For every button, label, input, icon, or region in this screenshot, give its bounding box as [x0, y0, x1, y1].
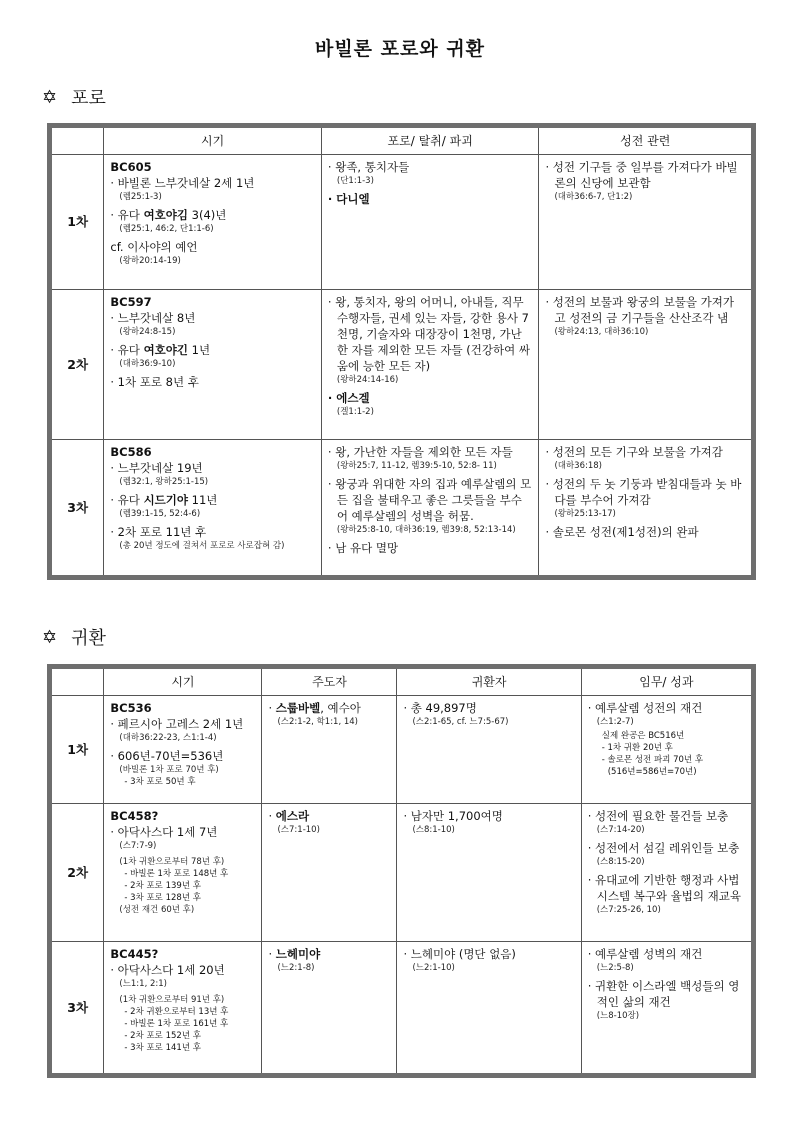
reference: - 3차 포로 141년 후 — [124, 1043, 201, 1053]
reference: (대하36:22-23, 스1:1-4) — [119, 733, 217, 743]
leader-name: 느헤미야 — [275, 947, 321, 961]
temple-line: · 솔로몬 성전(제1성전)의 완파 — [545, 525, 699, 539]
captives-cell — [321, 440, 539, 578]
reference: (왕하25:7, 11-12, 렘39:5-10, 52:8- 11) — [336, 461, 497, 471]
period-line: · 유다 여호야김 3(4)년 — [110, 208, 227, 222]
reference: (대하36:18) — [554, 461, 602, 471]
bc-year: BC586 — [110, 445, 152, 459]
reference: (스2:1-65, cf. 느7:5-67) — [412, 717, 509, 727]
period-cell — [104, 942, 262, 1076]
period-line: · 유다 시드기야 11년 — [110, 493, 218, 507]
mission-line: · 예루살렘 성전의 재건 — [587, 701, 703, 715]
bc-year: BC458? — [110, 809, 159, 823]
leader-name: 에스라 — [275, 809, 310, 823]
row-number: 3차 — [50, 942, 104, 1076]
reference: (대하36:9-10) — [119, 359, 176, 369]
period-line: · 아닥사스다 1세 7년 — [110, 825, 218, 839]
header-period: 시기 — [104, 126, 322, 155]
reference: (느2:5-8) — [596, 963, 634, 973]
captives-line: · 왕궁과 위대한 자의 집과 예루살렘의 모든 집을 불태우고 좋은 그릇들을 부수어 예루살렘의 성벽을 허뭄. — [327, 477, 532, 523]
row-number: 1차 — [50, 155, 104, 290]
reference: (렘32:1, 왕하25:1-15) — [119, 477, 209, 487]
temple-cell — [539, 440, 754, 578]
captives-cell — [321, 155, 539, 290]
table-row — [50, 696, 754, 804]
returnees-line: · 총 49,897명 — [403, 701, 477, 715]
star-of-david-icon: ✡ — [42, 626, 58, 648]
table-row — [50, 804, 754, 942]
captives-line: · 왕족, 통치자들 — [327, 160, 410, 174]
reference: (렘25:1, 46:2, 단1:1-6) — [119, 224, 214, 234]
reference: (느2:1-10) — [412, 963, 455, 973]
return-table — [47, 664, 756, 1078]
reference: (겔1:1-2) — [336, 407, 374, 417]
reference: (스2:1-2, 학1:1, 14) — [277, 717, 358, 727]
reference: (스8:1-10) — [412, 825, 455, 835]
header-returnees: 귀환자 — [397, 667, 581, 696]
leader-line: · 스룹바벨, 예수아 — [268, 701, 361, 715]
row-number: 2차 — [50, 290, 104, 440]
reference: (516년=586년=70년) — [607, 767, 697, 777]
reference: (렘25:1-3) — [119, 192, 162, 202]
reference: - 2차 포로 152년 후 — [124, 1031, 201, 1041]
temple-line: · 성전의 보물과 왕궁의 보물을 가져가고 성전의 금 기구들을 산산조각 냄 — [545, 295, 735, 325]
period-cell — [104, 804, 262, 942]
table-row — [50, 942, 754, 1076]
row-number: 3차 — [50, 440, 104, 578]
bc-year: BC536 — [110, 701, 152, 715]
section-title: 귀환 — [71, 628, 106, 649]
header-captives: 포로/ 탈취/ 파괴 — [321, 126, 539, 155]
reference: (느1:1, 2:1) — [119, 979, 167, 989]
leader-cell — [262, 804, 397, 942]
mission-line: · 예루살렘 성벽의 재건 — [587, 947, 703, 961]
reference: - 바빌론 1차 포로 148년 후 — [124, 869, 229, 879]
reference: - 바빌론 1차 포로 161년 후 — [124, 1019, 229, 1029]
reference: - 1차 귀환 20년 후 — [601, 743, 673, 753]
mission-line: · 귀환한 이스라엘 백성들의 영적인 삶의 재건 — [587, 979, 740, 1009]
returnees-cell — [397, 942, 581, 1076]
bc-year: BC445? — [110, 947, 159, 961]
leader-cell — [262, 942, 397, 1076]
period-cell — [104, 155, 322, 290]
period-line: · 바빌론 느부갓네살 2세 1년 — [110, 176, 255, 190]
mission-cell — [581, 804, 753, 942]
row-number: 2차 — [50, 804, 104, 942]
captives-line: · 왕, 통치자, 왕의 어머니, 아내들, 직무수행자들, 권세 있는 자들, 강한 용사 7천명, 기술자와 대장장이 1천명, 가난한 자를 제외한 모든 자들 (건강하여 싸움에 능한 모든 자) — [327, 295, 530, 373]
table-row — [50, 440, 754, 578]
section-heading-return — [42, 624, 106, 650]
reference: (스7:1-10) — [277, 825, 320, 835]
mission-cell — [581, 942, 753, 1076]
reference: (스7:7-9) — [119, 841, 157, 851]
period-line: · 느부갓네살 8년 — [110, 311, 196, 325]
period-line: · 페르시아 고레스 2세 1년 — [110, 717, 244, 731]
temple-cell — [539, 290, 754, 440]
reference: (왕하24:13, 대하36:10) — [554, 327, 649, 337]
reference: - 3차 포로 50년 후 — [124, 777, 196, 787]
reference: (왕하24:14-16) — [336, 375, 399, 385]
period-line: · 느부갓네살 19년 — [110, 461, 203, 475]
leader-line: · 느헤미야 — [268, 947, 321, 961]
reference: (렘39:1-15, 52:4-6) — [119, 509, 201, 519]
header-mission: 임무/ 성과 — [581, 667, 753, 696]
section-heading-captivity — [42, 84, 106, 110]
header-empty — [50, 126, 104, 155]
mission-cell — [581, 696, 753, 804]
captives-cell — [321, 290, 539, 440]
returnees-line: · 남자만 1,700여명 — [403, 809, 503, 823]
period-cell — [104, 696, 262, 804]
reference: (느8-10장) — [596, 1011, 640, 1021]
returnees-cell — [397, 804, 581, 942]
temple-line: · 성전의 모든 기구와 보물을 가져감 — [545, 445, 723, 459]
reference: (왕하25:13-17) — [554, 509, 616, 519]
bc-year: BC605 — [110, 160, 152, 174]
reference: - 2차 귀환으로부터 13년 후 — [124, 1007, 229, 1017]
reference: - 2차 포로 139년 후 — [124, 881, 201, 891]
period-line: · 유다 여호야긴 1년 — [110, 343, 211, 357]
leader-cell — [262, 696, 397, 804]
reference: (총 20년 정도에 걸쳐서 포로로 사로잡혀 감) — [119, 541, 285, 551]
table-row — [50, 155, 754, 290]
leader-name: 스룹바벨 — [275, 701, 321, 715]
returnees-line: · 느헤미야 (명단 없음) — [403, 947, 516, 961]
reference: - 3차 포로 128년 후 — [124, 893, 201, 903]
temple-line: · 성전 기구들 중 일부를 가져다가 바빌론의 신당에 보관함 — [545, 160, 738, 190]
reference: (느2:1-8) — [277, 963, 315, 973]
reference: (바빌론 1차 포로 70년 후) — [119, 765, 219, 775]
row-number: 1차 — [50, 696, 104, 804]
period-line: · 1차 포로 8년 후 — [110, 375, 199, 389]
captives-line: · 다니엘 — [327, 192, 370, 206]
reference: (스1:2-7) — [596, 717, 634, 727]
header-period: 시기 — [104, 667, 262, 696]
header-empty — [50, 667, 104, 696]
captivity-table — [47, 123, 756, 580]
header-temple: 성전 관련 — [539, 126, 754, 155]
reference: (1차 귀환으로부터 91년 후) — [119, 995, 225, 1005]
table-header-row — [50, 667, 754, 696]
reference: (스8:15-20) — [596, 857, 645, 867]
section-title: 포로 — [71, 88, 106, 109]
reference: (스7:14-20) — [596, 825, 645, 835]
captives-line: · 왕, 가난한 자들을 제외한 모든 자들 — [327, 445, 513, 459]
reference: (성전 재건 60년 후) — [119, 905, 195, 915]
reference: (1차 귀환으로부터 78년 후) — [119, 857, 225, 867]
bc-year: BC597 — [110, 295, 152, 309]
reference: 실제 완공은 BC516년 — [601, 731, 685, 741]
reference: (단1:1-3) — [336, 176, 374, 186]
captives-line: · 에스겔 — [327, 391, 370, 405]
reference: (대하36:6-7, 단1:2) — [554, 192, 633, 202]
king-name: 시드기야 — [143, 493, 188, 507]
mission-line: · 성전에서 섬길 레위인들 보충 — [587, 841, 740, 855]
period-cell — [104, 290, 322, 440]
reference: (왕하25:8-10, 대하36:19, 렘39:8, 52:13-14) — [336, 525, 516, 535]
period-cell — [104, 440, 322, 578]
mission-line: · 성전에 필요한 물건들 보충 — [587, 809, 729, 823]
star-of-david-icon: ✡ — [42, 86, 58, 108]
reference: (왕하24:8-15) — [119, 327, 176, 337]
king-name: 여호야긴 — [143, 343, 188, 357]
returnees-cell — [397, 696, 581, 804]
reference: (왕하20:14-19) — [119, 256, 181, 266]
reference: - 솔로몬 성전 파괴 70년 후 — [601, 755, 704, 765]
king-name: 여호야김 — [143, 208, 188, 222]
mission-line: · 유대교에 기반한 행정과 사법시스템 복구와 율법의 재교육 — [587, 873, 742, 903]
temple-line: · 성전의 두 놋 기둥과 받침대들과 놋 바다를 부수어 가져감 — [545, 477, 742, 507]
page-title: 바빌론 포로와 귀환 — [314, 38, 486, 60]
table-header-row — [50, 126, 754, 155]
period-line: · 2차 포로 11년 후 — [110, 525, 207, 539]
header-leader: 주도자 — [262, 667, 397, 696]
reference: (스7:25-26, 10) — [596, 905, 661, 915]
period-line: · 아닥사스다 1세 20년 — [110, 963, 225, 977]
table-row — [50, 290, 754, 440]
period-line: · 606년-70년=536년 — [110, 749, 224, 763]
leader-line: · 에스라 — [268, 809, 310, 823]
temple-cell — [539, 155, 754, 290]
captives-line: · 남 유다 멸망 — [327, 541, 399, 555]
period-line: cf. 이사야의 예언 — [110, 240, 198, 254]
